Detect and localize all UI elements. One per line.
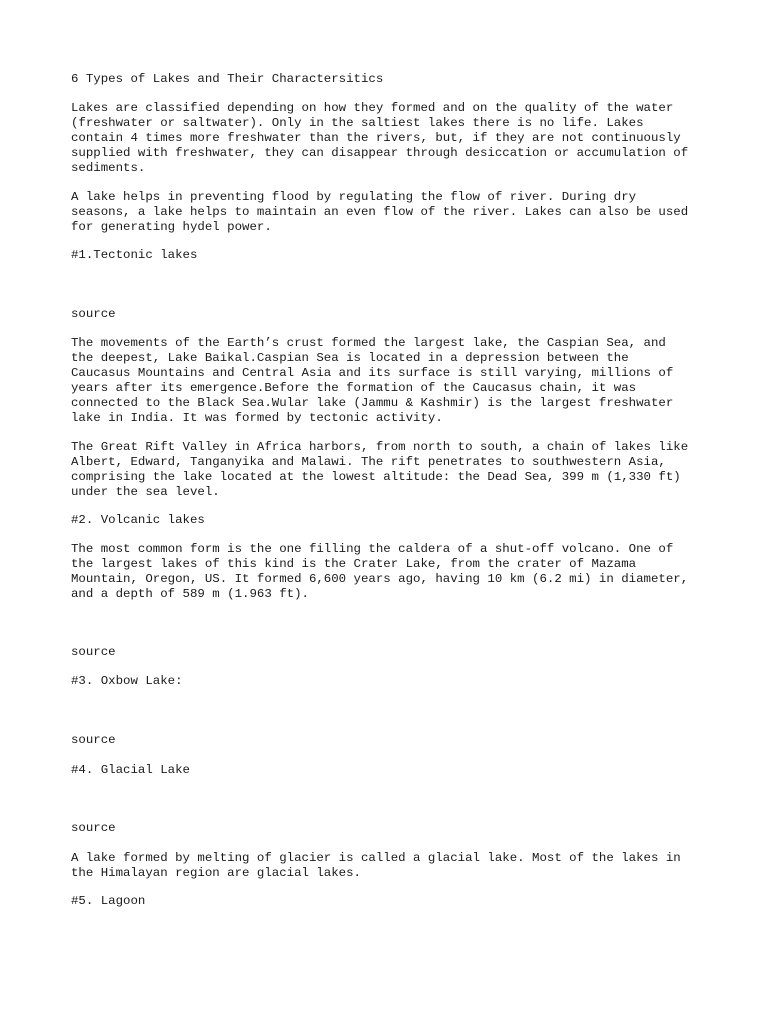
rift-paragraph-line: under the sea level.: [71, 485, 220, 499]
image-source-link[interactable]: source: [71, 645, 116, 659]
flood-line: A lake helps in preventing flood by regulating the flow of river. During dry: [71, 190, 637, 204]
tectonic-paragraph-line: connected to the Black Sea.Wular lake (Jammu & Kashmir) is the largest freshwater: [71, 396, 674, 410]
rift-paragraph-line: Albert, Edward, Tanganyika and Malawi. The rift penetrates to southwestern Asia,: [71, 455, 666, 469]
document-title: 6 Types of Lakes and Their Charactersitics: [71, 72, 384, 86]
volcanic-paragraph-line: and a depth of 589 m (1.963 ft).: [71, 587, 309, 601]
volcanic-paragraph-line: The most common form is the one filling the caldera of a shut-off volcano. One of: [71, 542, 674, 556]
intro-line: sediments.: [71, 161, 146, 175]
section-heading-glacial: #4. Glacial Lake: [71, 763, 190, 777]
section-heading-lagoon: #5. Lagoon: [71, 894, 146, 908]
image-source-link[interactable]: source: [71, 821, 116, 835]
flood-line: seasons, a lake helps to maintain an even flow of the river. Lakes can also be used: [71, 205, 689, 219]
section-heading-volcanic: #2. Volcanic lakes: [71, 513, 205, 527]
volcanic-paragraph-line: Mountain, Oregon, US. It formed 6,600 years ago, having 10 km (6.2 mi) in diameter,: [71, 572, 689, 586]
tectonic-paragraph-line: The movements of the Earth’s crust formed the largest lake, the Caspian Sea, and: [71, 336, 666, 350]
rift-paragraph-line: comprising the lake located at the lowest altitude: the Dead Sea, 399 m (1,330 ft): [71, 470, 681, 484]
tectonic-paragraph-line: lake in India. It was formed by tectonic activity.: [71, 411, 443, 425]
tectonic-paragraph-line: years after its emergence.Before the formation of the Caucasus chain, it was: [71, 381, 637, 395]
tectonic-paragraph-line: Caucasus Mountains and Central Asia and its surface is still varying, millions of: [71, 366, 674, 380]
tectonic-paragraph-line: the deepest, Lake Baikal.Caspian Sea is located in a depression between the: [71, 351, 629, 365]
flood-line: for generating hydel power.: [71, 220, 272, 234]
image-source-link[interactable]: source: [71, 733, 116, 747]
section-heading-oxbow: #3. Oxbow Lake:: [71, 674, 183, 688]
intro-line: contain 4 times more freshwater than the rivers, but, if they are not continuously: [71, 131, 681, 145]
rift-paragraph-line: The Great Rift Valley in Africa harbors, from north to south, a chain of lakes like: [71, 440, 689, 454]
intro-line: supplied with freshwater, they can disappear through desiccation or accumulation of: [71, 146, 689, 160]
section-heading-tectonic: #1.Tectonic lakes: [71, 248, 198, 262]
glacial-paragraph-line: the Himalayan region are glacial lakes.: [71, 866, 361, 880]
glacial-paragraph-line: A lake formed by melting of glacier is called a glacial lake. Most of the lakes in: [71, 851, 681, 865]
intro-line: (freshwater or saltwater). Only in the saltiest lakes there is no life. Lakes: [71, 116, 644, 130]
intro-line: Lakes are classified depending on how they formed and on the quality of the water: [71, 101, 674, 115]
volcanic-paragraph-line: the largest lakes of this kind is the Crater Lake, from the crater of Mazama: [71, 557, 637, 571]
image-source-link[interactable]: source: [71, 307, 116, 321]
